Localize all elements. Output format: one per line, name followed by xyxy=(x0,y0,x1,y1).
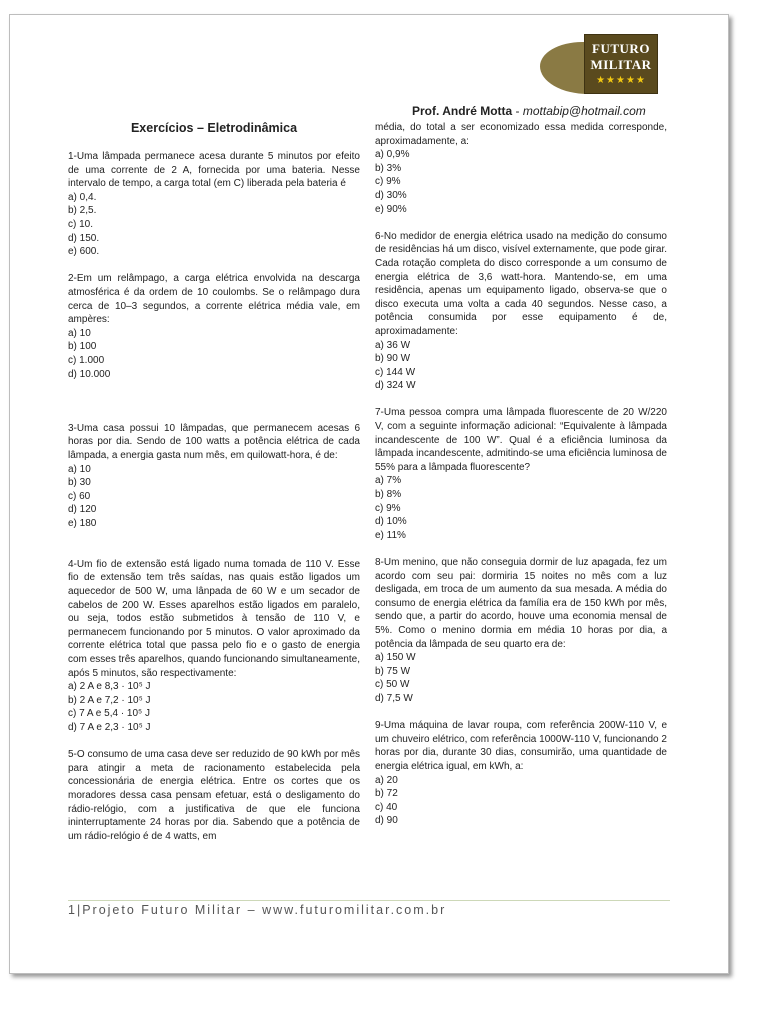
author-email: mottabip@hotmail.com xyxy=(522,104,646,118)
logo-line-1: FUTURO xyxy=(592,41,650,56)
question-1-option-b: b) 2,5. xyxy=(68,205,97,217)
question-8-option-b: b) 75 W xyxy=(375,665,411,677)
question-4-text: 4-Um fio de extensão está ligado numa tomada de 110 V. Esse fio de extensão tem três saídas, nas quais estão ligados um aquecedor de 500 W, uma lânpada de 60 W e um secador de cabelos de 200 W. Esses aparelhos estão ligados em paralelo, ou seja, todos estão submetidos à tensão de 110 V, e permanecem funcionando por 5 minutos. O valor aproximado da corrente elétrica total que passa pelo fio e o gasto de energia com esses três aparelhos, quando funcionando simultaneamente, após 5 minutos, são respectivamente: xyxy=(68,558,360,679)
question-5-option-c: c) 9% xyxy=(375,176,401,188)
question-5-option-a: a) 0,9% xyxy=(375,149,410,161)
question-5-option-d: d) 30% xyxy=(375,189,407,201)
author-line xyxy=(412,104,646,118)
question-2-text: 2-Em um relâmpago, a carga elétrica envolvida na descarga atmosférica é da ordem de 10 coulombs. Se o relâmpago dura cerca de 10–3 segundos, a corrente elétrica média vale, em ampères: xyxy=(68,273,360,326)
question-1-text: 1-Uma lâmpada permanece acesa durante 5 minutos por efeito de uma corrente de 2 A, fornecida por uma bateria. Nesse intervalo de tempo, a carga total (em C) liberada pela bateria é xyxy=(68,151,360,190)
question-3-option-a: a) 10 xyxy=(68,463,91,475)
logo-badge xyxy=(584,34,658,94)
question-5-option-e: e) 90% xyxy=(375,203,407,215)
question-7-option-d: d) 10% xyxy=(375,516,407,528)
question-4-option-c: c) 7 A e 5,4 · 10⁵ J xyxy=(68,708,150,720)
question-6-option-d: d) 324 W xyxy=(375,380,416,392)
question-3-option-c: c) 60 xyxy=(68,490,91,502)
question-8-text: 8-Um menino, que não conseguia dormir de luz apagada, fez um acordo com seu pai: dormiria 15 noites no mês com a luz desligada, em troca de um aumento da sua mesada. A média do consumo de energia elétrica da família era de 150 kWh por mês, sendo que, a partir do acordo, houve uma economia mensal de 5%. Como o menino dormia em média 10 horas por dia, a potência da lâmpada de seu quarto era de: xyxy=(375,557,667,650)
question-8-option-d: d) 7,5 W xyxy=(375,692,413,704)
question-4-option-a: a) 2 A e 8,3 · 10⁵ J xyxy=(68,681,151,693)
question-1-option-c: c) 10. xyxy=(68,218,94,230)
question-2-option-a: a) 10 xyxy=(68,327,91,339)
question-6-text: 6-No medidor de energia elétrica usado na medição do consumo de residências há um disco, visível externamente, que pode girar. Cada rotação completa do disco corresponde a um consumo de energia elétrica de 3,6 watt-hora. Mantendo-se, em uma residência, apenas um equipamento ligado, observa-se que o disco executa uma volta a cada 40 segundos. Nesse caso, a potência consumida por esse equipamento é de, aproximadamente: xyxy=(375,230,667,337)
question-3-option-e: e) 180 xyxy=(68,518,97,530)
question-9-option-b: b) 72 xyxy=(375,788,398,800)
question-9-option-d: d) 90 xyxy=(375,815,398,827)
question-9-option-a: a) 20 xyxy=(375,774,398,786)
logo-stars: ★★★★★ xyxy=(596,75,646,86)
question-7-option-a: a) 7% xyxy=(375,475,402,487)
futuro-militar-logo xyxy=(540,32,658,96)
question-6-option-a: a) 36 W xyxy=(375,339,411,351)
question-5-text: 5-O consumo de uma casa deve ser reduzido de 90 kWh por mês para atingir a meta de racionamento estabelecida pela concessionária de energia elétrica. Entre os cortes que os moradores dessa casa pensam efetuar, está o desligamento do rádio-relógio, com a justificativa de que ele funciona ininterruptamente 24 horas por dia. Sabendo que a potência de um rádio-relógio é de 4 watts, em xyxy=(68,749,360,842)
question-7-option-e: e) 11% xyxy=(375,529,406,541)
question-3-option-b: b) 30 xyxy=(68,477,91,489)
page-title: Exercícios – Eletrodinâmica xyxy=(130,121,298,135)
question-4-option-d: d) 7 A e 2,3 · 10⁵ J xyxy=(68,721,151,733)
question-8-option-c: c) 50 W xyxy=(375,679,410,691)
question-4-option-b: b) 2 A e 7,2 · 10⁵ J xyxy=(68,694,151,706)
logo-line-2: MILITAR xyxy=(590,57,652,72)
page-footer: 1|Projeto Futuro Militar – www.futuromilitar.com.br xyxy=(68,903,447,917)
footer-divider xyxy=(68,900,670,901)
question-8-option-a: a) 150 W xyxy=(375,652,416,664)
question-7-option-c: c) 9% xyxy=(375,502,401,514)
question-2-option-b: b) 100 xyxy=(68,341,97,353)
question-6-option-b: b) 90 W xyxy=(375,353,411,365)
question-3-text: 3-Uma casa possui 10 lâmpadas, que permanecem acesas 6 horas por dia. Sendo de 100 watts a potência elétrica de cada lâmpada, a energia gasta num mês, em quilowatt-hora, é de: xyxy=(68,422,360,462)
question-7-text: 7-Uma pessoa compra uma lâmpada fluorescente de 20 W/220 V, com a seguinte informação adicional: “Equivalente à lâmpada incandescente de 100 W”. Qual é a eficiência luminosa da lâmpada incandescente, admitindo-se uma eficiência luminosa de 55% para a lâmpada fluorescente? xyxy=(375,407,667,473)
question-9-text: 9-Uma máquina de lavar roupa, com referência 200W-110 V, e um chuveiro elétrico, com referência 1000W-110 V, funcionando 2 horas por dia, durante 30 dias, consumirão, uma quantidade de energia elétrica igual, em kWh, a: xyxy=(375,720,667,772)
author-name: Prof. André Motta xyxy=(412,104,513,118)
question-1-option-d: d) 150. xyxy=(68,232,100,244)
left-column xyxy=(68,150,360,843)
author-separator: - xyxy=(512,104,523,118)
question-5-option-b: b) 3% xyxy=(375,162,402,174)
right-column xyxy=(375,121,667,828)
question-6-option-c: c) 144 W xyxy=(375,366,416,378)
question-5-continuation: média, do total a ser economizado essa medida corresponde, aproximadamente, a: xyxy=(375,122,667,147)
question-9-option-c: c) 40 xyxy=(375,801,398,813)
question-1-option-a: a) 0,4. xyxy=(68,191,97,203)
question-2-option-c: c) 1.000 xyxy=(68,354,105,366)
question-3-option-d: d) 120 xyxy=(68,504,97,516)
question-2-option-d: d) 10.000 xyxy=(68,368,111,380)
question-7-option-b: b) 8% xyxy=(375,489,402,501)
question-1-option-e: e) 600. xyxy=(68,246,100,258)
